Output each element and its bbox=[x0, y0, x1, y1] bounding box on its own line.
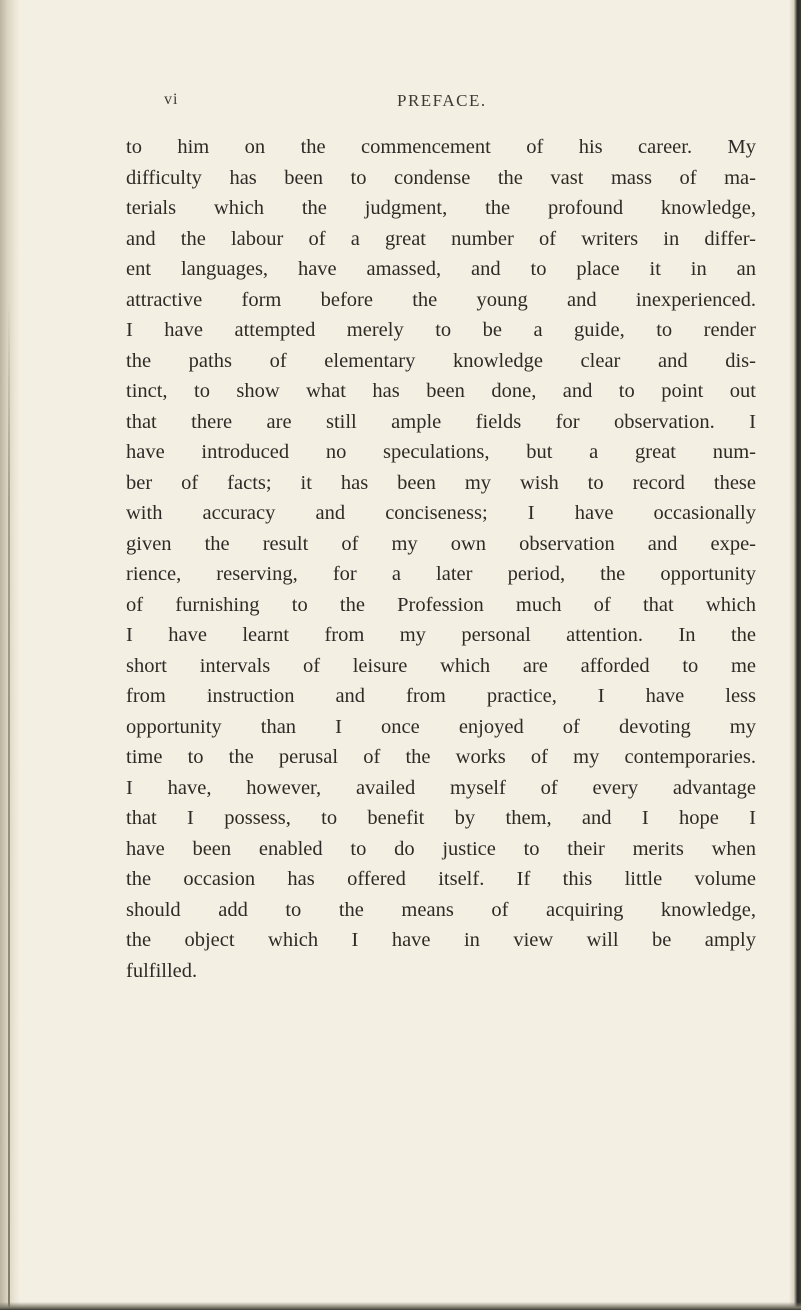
page-number: vi bbox=[164, 91, 179, 108]
text-line: I have attempted merely to be a guide, to render bbox=[126, 319, 756, 341]
text-line: the object which I have in view will be amply bbox=[126, 929, 756, 951]
text-line: rience, reserving, for a later period, the opportunity bbox=[126, 563, 756, 585]
page-header bbox=[0, 91, 801, 115]
text-line: terials which the judgment, the profound knowledge, bbox=[126, 197, 756, 219]
text-line: that there are still ample fields for observation. I bbox=[126, 410, 756, 433]
body-paragraph bbox=[126, 132, 756, 986]
text-line: opportunity than I once enjoyed of devoting my bbox=[126, 715, 756, 738]
running-head: PREFACE. bbox=[397, 91, 487, 110]
text-line: from instruction and from practice, I have less bbox=[126, 685, 756, 707]
text-line: to him on the commencement of his career. My bbox=[126, 136, 756, 158]
text-line: ber of facts; it has been my wish to record these bbox=[126, 471, 756, 494]
text-line: and the labour of a great number of writers in differ- bbox=[126, 227, 756, 250]
text-line: time to the perusal of the works of my contemporaries. bbox=[126, 746, 756, 768]
text-line: given the result of my own observation and expe- bbox=[126, 532, 756, 555]
text-line: of furnishing to the Profession much of that which bbox=[126, 593, 756, 616]
page-right-edge bbox=[789, 0, 801, 1310]
text-line: the occasion has offered itself. If this little volume bbox=[126, 868, 756, 890]
text-line: fulfilled. bbox=[126, 959, 198, 982]
text-line: that I possess, to benefit by them, and I hope I bbox=[126, 807, 756, 829]
binding-gutter bbox=[0, 0, 20, 1310]
text-line: attractive form before the young and inexperienced. bbox=[126, 288, 756, 311]
text-line: I have, however, availed myself of every advantage bbox=[126, 776, 756, 799]
text-line: have introduced no speculations, but a great num- bbox=[126, 441, 756, 463]
text-line: the paths of elementary knowledge clear and dis- bbox=[126, 349, 756, 372]
text-line: should add to the means of acquiring knowledge, bbox=[126, 898, 756, 921]
text-line: with accuracy and conciseness; I have occasionally bbox=[126, 502, 756, 524]
text-line: I have learnt from my personal attention. In the bbox=[126, 624, 756, 646]
text-line: short intervals of leisure which are afforded to me bbox=[126, 654, 756, 677]
gutter-shadow-line bbox=[8, 300, 10, 1310]
text-line: tinct, to show what has been done, and to point out bbox=[126, 380, 756, 402]
text-line: have been enabled to do justice to their merits when bbox=[126, 837, 756, 860]
text-line: ent languages, have amassed, and to place it in an bbox=[126, 258, 756, 280]
page-bottom-edge bbox=[0, 1302, 801, 1310]
text-line: difficulty has been to condense the vast mass of ma- bbox=[126, 166, 756, 189]
